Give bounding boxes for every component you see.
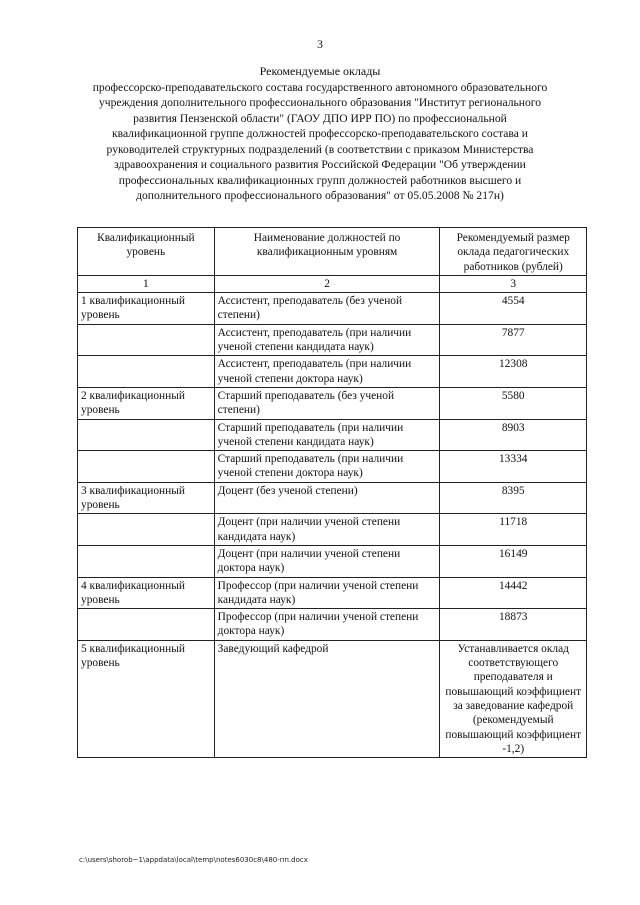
row-level — [78, 451, 215, 483]
column-number: 1 — [78, 275, 215, 292]
title-line: квалификационной группе должностей профессорско-преподавательского состава и — [111, 127, 528, 140]
row-position: Ассистент, преподаватель (при наличии ученой степени кандидата наук) — [214, 324, 440, 356]
file-path-footer: c:\users\shorob~1\appdata\local\temp\notes6030c8\480-пп.docx — [79, 856, 308, 864]
table-row — [78, 514, 587, 546]
row-level: 1 квалификационный уровень — [78, 293, 215, 325]
row-salary: 5580 — [440, 387, 587, 419]
page-number: 3 — [317, 37, 323, 51]
row-level — [78, 419, 215, 451]
row-level: 2 квалификационный уровень — [78, 387, 215, 419]
row-position: Профессор (при наличии ученой степени кандидата наук) — [214, 577, 440, 609]
row-position: Старший преподаватель (при наличии ученой степени доктора наук) — [214, 451, 440, 483]
row-position: Доцент (при наличии ученой степени кандидата наук) — [214, 514, 440, 546]
row-salary: 16149 — [440, 545, 587, 577]
row-position: Старший преподаватель (при наличии ученой степени кандидата наук) — [214, 419, 440, 451]
table-row — [78, 324, 587, 356]
row-salary: 7877 — [440, 324, 587, 356]
row-salary: 11718 — [440, 514, 587, 546]
row-level — [78, 514, 215, 546]
document-title — [70, 64, 570, 204]
row-position: Старший преподаватель (без ученой степени) — [214, 387, 440, 419]
row-level — [78, 609, 215, 641]
row-level: 4 квалификационный уровень — [78, 577, 215, 609]
header-level: Квалификационный уровень — [78, 228, 215, 276]
column-number: 3 — [440, 275, 587, 292]
row-salary: 12308 — [440, 356, 587, 388]
row-level — [78, 324, 215, 356]
title-line: руководителей структурных подразделений (в соответствии с приказом Министерства — [106, 142, 534, 156]
salary-table — [77, 227, 587, 758]
table-row — [78, 293, 587, 325]
table-row — [78, 545, 587, 577]
column-number: 2 — [214, 275, 440, 292]
row-position: Доцент (при наличии ученой степени доктора наук) — [214, 545, 440, 577]
table-row — [78, 419, 587, 451]
row-salary: 4554 — [440, 293, 587, 325]
title-line: профессиональных квалификационных групп должностей работников высшего и — [118, 173, 522, 187]
table-row — [78, 387, 587, 419]
title-main: Рекомендуемые оклады — [259, 64, 381, 78]
row-level: 5 квалификационный уровень — [78, 640, 215, 757]
title-line: дополнительного профессионального образования" от 05.05.2008 № 217н) — [136, 189, 504, 202]
row-level — [78, 356, 215, 388]
header-position: Наименование должностей по квалификационным уровням — [214, 228, 440, 276]
row-salary: 8903 — [440, 419, 587, 451]
table-row — [78, 482, 587, 514]
row-salary: 13334 — [440, 451, 587, 483]
row-salary: Устанавливается оклад соответствующего преподавателя и повышающий коэффициент за заведование кафедрой (рекомендуемый повышающий коэффициент -1,2) — [440, 640, 587, 757]
row-position: Доцент (без ученой степени) — [214, 482, 440, 514]
table-row — [78, 609, 587, 641]
header-salary: Рекомендуемый размер оклада педагогических работников (рублей) — [440, 228, 587, 276]
row-level — [78, 545, 215, 577]
row-position: Ассистент, преподаватель (при наличии ученой степени доктора наук) — [214, 356, 440, 388]
table-row — [78, 640, 587, 757]
row-salary: 18873 — [440, 609, 587, 641]
title-line: профессорско-преподавательского состава государственного автономного образовательного — [92, 80, 548, 94]
row-level: 3 квалификационный уровень — [78, 482, 215, 514]
title-line: развития Пензенской области" (ГАОУ ДПО ИРР ПО) по профессиональной — [133, 111, 507, 125]
table-header-row — [78, 228, 587, 276]
row-position: Профессор (при наличии ученой степени доктора наук) — [214, 609, 440, 641]
row-position: Ассистент, преподаватель (без ученой степени) — [214, 293, 440, 325]
row-salary: 14442 — [440, 577, 587, 609]
title-line: учреждения дополнительного профессионального образования "Институт регионального — [98, 96, 542, 109]
row-position: Заведующий кафедрой — [214, 640, 440, 757]
table-row — [78, 356, 587, 388]
table-row — [78, 451, 587, 483]
row-salary: 8395 — [440, 482, 587, 514]
title-line: здравоохранения и социального развития Российской Федерации "Об утверждении — [114, 158, 526, 171]
table-row — [78, 577, 587, 609]
column-number-row — [78, 275, 587, 292]
